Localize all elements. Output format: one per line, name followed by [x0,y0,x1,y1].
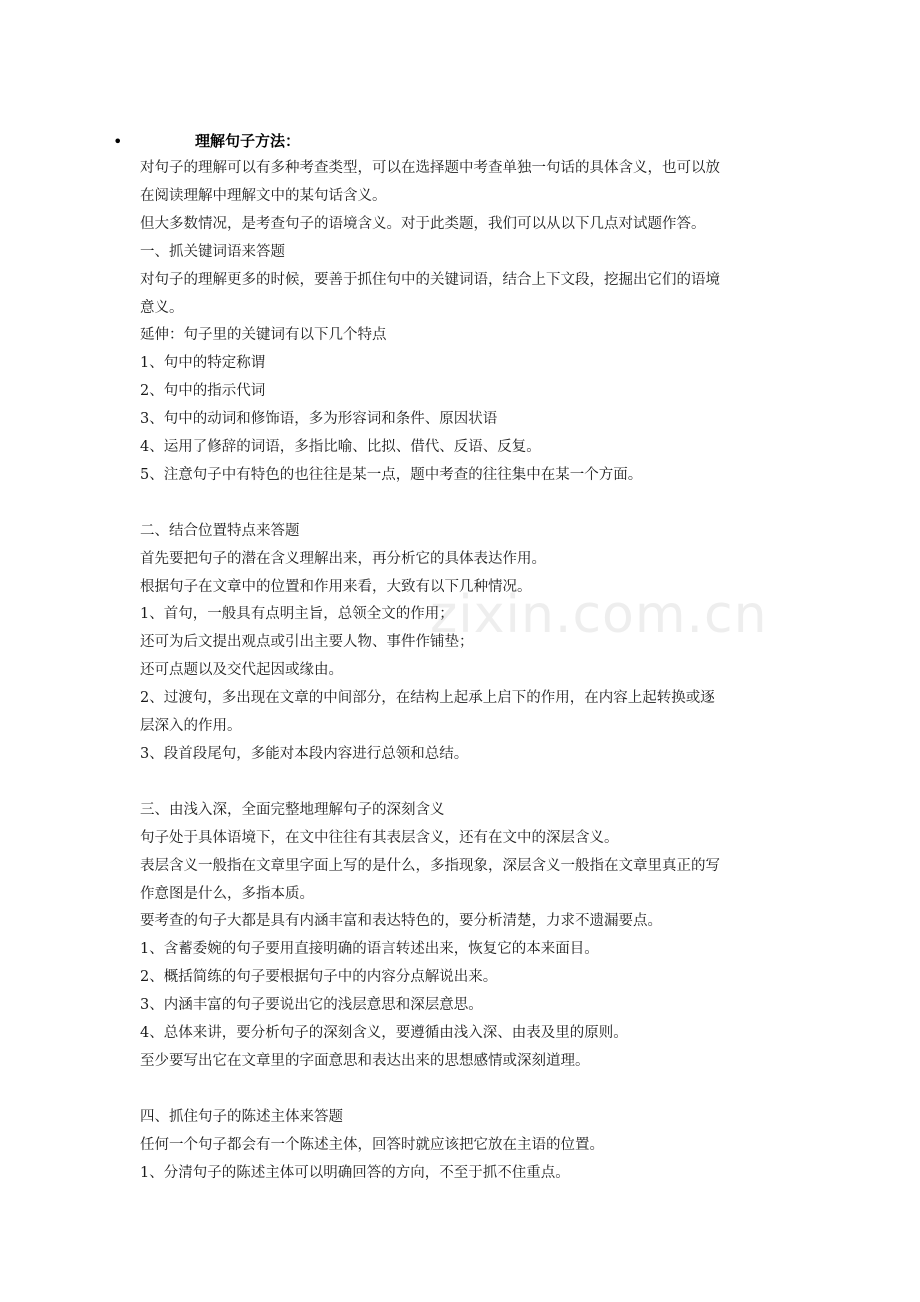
text-line: 3、句中的动词和修饰语，多为形容词和条件、原因状语 [140,411,498,428]
text-line: 首先要把句子的潜在含义理解出来，再分析它的具体表达作用。 [140,550,546,567]
text-line: 4、总体来讲，要分析句子的深刻含义，要遵循由浅入深、由表及里的原则。 [140,1025,628,1042]
text-line: 对句子的理解可以有多种考查类型，可以在选择题中考查单独一句话的具体含义，也可以放 [140,160,720,176]
text-line: 但大多数情况，是考查句子的语境含义。对于此类题，我们可以从以下几点对试题作答。 [140,215,706,232]
text-line: 在阅读理解中理解文中的某句话含义。 [140,187,387,204]
text-line: 1、首句，一般具有点明主旨，总领全文的作用； [140,606,454,623]
text-line: 表层含义一般指在文章里字面上写的是什么，多指现象，深层含义一般指在文章里真正的写 [140,857,720,874]
text-line: 1、句中的特定称谓 [140,355,266,372]
text-line: 2、过渡句，多出现在文章的中间部分，在结构上起承上启下的作用，在内容上起转换或逐 [140,690,715,707]
text-line: 2、概括简练的句子要根据句子中的内容分点解说出来。 [140,969,498,986]
text-line: 3、内涵丰富的句子要说出它的浅层意思和深层意思。 [140,997,483,1014]
text-line: 四、抓住句子的陈述主体来答题 [140,1108,343,1125]
text-line: 还可为后文提出观点或引出主要人物、事件作铺垫； [140,634,474,651]
text-line: 要考查的句子大都是具有内涵丰富和表达特色的，要分析清楚，力求不遗漏要点。 [140,913,662,930]
text-line: 意义。 [140,299,184,316]
text-line: 对句子的理解更多的时候，要善于抓住句中的关键词语，结合上下文段，挖掘出它们的语境 [140,271,720,288]
text-line: 作意图是什么，多指本质。 [140,885,314,902]
blank-line [140,1076,790,1104]
blank-line [140,769,790,797]
section-heading: 理解句子方法： [195,132,301,150]
blank-line [140,490,790,518]
text-line: 延伸：句子里的关键词有以下几个特点 [140,327,387,344]
text-line: 2、句中的指示代词 [140,383,266,400]
text-line: 句子处于具体语境下，在文中往往有其表层含义，还有在文中的深层含义。 [140,829,619,846]
text-line: 5、注意句子中有特色的也往往是某一点，题中考查的往往集中在某一个方面。 [140,466,643,483]
watermark: zixin.com.cn [430,585,768,645]
text-line: 层深入的作用。 [140,718,242,735]
text-line: 3、段首段尾句，多能对本段内容进行总领和总结。 [140,746,469,763]
document-body [140,155,790,1187]
text-line: 1、含蓄委婉的句子要用直接明确的语言转述出来，恢复它的本来面目。 [140,941,599,958]
bullet-icon: • [113,132,123,151]
text-line: 一、抓关键词语来答题 [140,243,285,260]
text-line: 二、结合位置特点来答题 [140,522,300,539]
text-line: 4、运用了修辞的词语，多指比喻、比拟、借代、反语、反复。 [140,439,541,456]
text-line: 至少要写出它在文章里的字面意思和表达出来的思想感情或深刻道理。 [140,1052,590,1069]
text-line: 还可点题以及交代起因或缘由。 [140,662,343,679]
text-line: 根据句子在文章中的位置和作用来看，大致有以下几种情况。 [140,578,532,595]
text-line: 任何一个句子都会有一个陈述主体，回答时就应该把它放在主语的位置。 [140,1136,604,1153]
text-line: 1、分清句子的陈述主体可以明确回答的方向，不至于抓不住重点。 [140,1164,570,1181]
text-line: 三、由浅入深，全面完整地理解句子的深刻含义 [140,801,445,818]
